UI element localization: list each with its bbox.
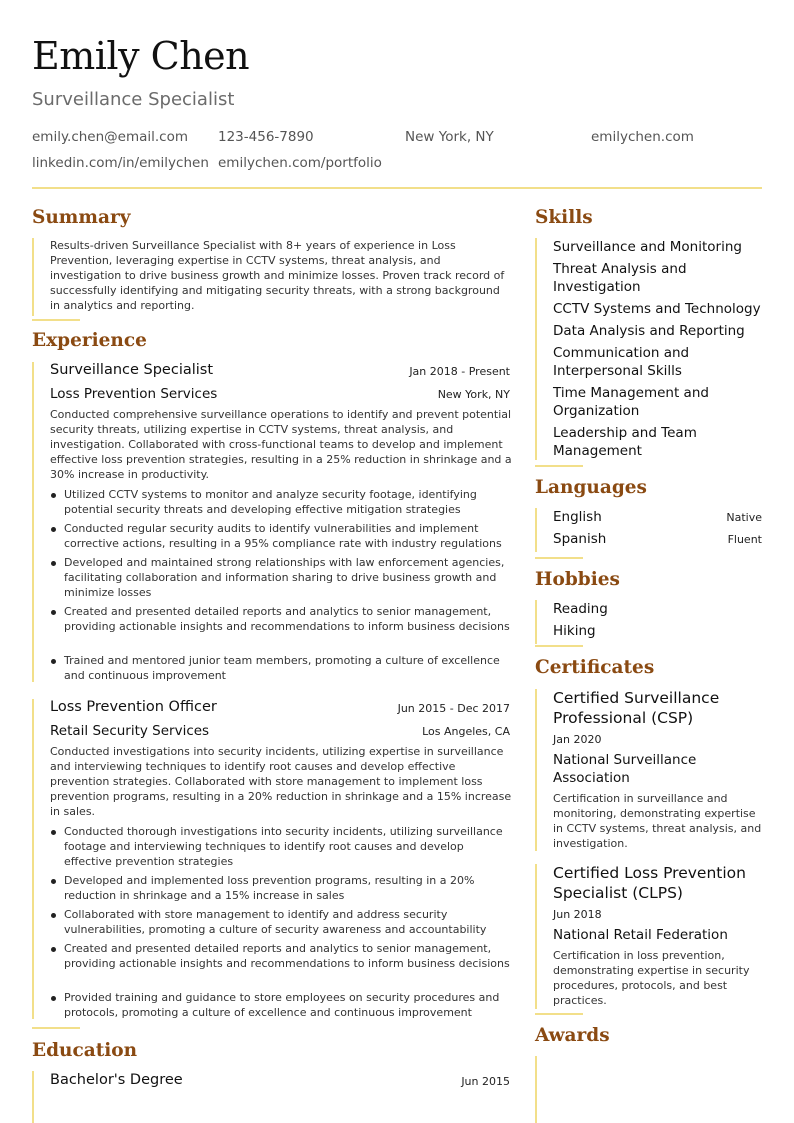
skill-item: Threat Analysis and Investigation bbox=[553, 261, 687, 295]
job-2-dates: Jun 2015 - Dec 2017 bbox=[397, 702, 510, 715]
certificate-1-issuer: National Surveillance Association bbox=[553, 752, 697, 786]
experience-divider bbox=[32, 1027, 80, 1029]
contact-linkedin[interactable]: linkedin.com/in/emilychen bbox=[32, 155, 209, 171]
certificate-1-date: Jan 2020 bbox=[553, 733, 602, 746]
job-1-description: Conducted comprehensive surveillance operations to identify and prevent potential security threats, utilizing expertise in CCTV systems, threat analysis, and investigation. Collaborated with cross-functional teams to develop and implement effective loss prevention strategies, resulting in a 25% reduction in shrinkage and a 30% increase in productivity. bbox=[50, 408, 512, 481]
contact-phone: 123-456-7890 bbox=[218, 129, 314, 145]
languages-heading: Languages bbox=[535, 477, 647, 498]
languages-divider bbox=[535, 557, 583, 559]
language-level: Fluent bbox=[727, 533, 762, 546]
skill-item: Data Analysis and Reporting bbox=[553, 323, 745, 339]
certificates-heading: Certificates bbox=[535, 657, 655, 678]
bullet-dot bbox=[51, 996, 56, 1001]
skills-bar bbox=[535, 238, 537, 460]
job-2-bar bbox=[32, 699, 34, 1019]
job-2-title: Loss Prevention Officer bbox=[50, 699, 217, 715]
bullet-dot bbox=[51, 947, 56, 952]
hobbies-bar bbox=[535, 600, 537, 644]
certificates-divider bbox=[535, 1013, 583, 1015]
contact-portfolio[interactable]: emilychen.com/portfolio bbox=[218, 155, 382, 171]
bullet-dot bbox=[51, 659, 56, 664]
resume-name: Emily Chen bbox=[32, 34, 250, 78]
bullet-dot bbox=[51, 561, 56, 566]
summary-heading: Summary bbox=[32, 207, 131, 228]
hobby-item: Hiking bbox=[553, 623, 596, 639]
job-1-bullet-4: Created and presented detailed reports and analytics to senior management, providing actionable insights and recommendations to inform business decisions bbox=[64, 605, 510, 633]
language-name: Spanish bbox=[553, 531, 607, 547]
job-1-dates: Jan 2018 - Present bbox=[409, 365, 510, 378]
hobbies-heading: Hobbies bbox=[535, 569, 620, 590]
job-2-bullet-1: Conducted thorough investigations into security incidents, utilizing surveillance footage and interviewing techniques to identify root causes and develop effective prevention strategies bbox=[64, 825, 503, 868]
resume-title: Surveillance Specialist bbox=[32, 89, 235, 110]
job-2-company: Retail Security Services bbox=[50, 723, 210, 739]
bullet-dot bbox=[51, 879, 56, 884]
job-1-bar bbox=[32, 362, 34, 682]
job-1-location: New York, NY bbox=[437, 388, 510, 401]
job-1-company: Loss Prevention Services bbox=[50, 386, 218, 402]
skill-item: CCTV Systems and Technology bbox=[553, 301, 761, 317]
languages-bar bbox=[535, 508, 537, 552]
language-name: English bbox=[553, 509, 602, 525]
job-2-bullet-3: Collaborated with store management to identify and address security vulnerabilities, promoting a culture of security awareness and accountability bbox=[64, 908, 487, 936]
job-1-bullet-3: Developed and maintained strong relationships with law enforcement agencies, facilitating collaboration and information sharing to drive business growth and minimize losses bbox=[64, 556, 505, 599]
job-1-bullet-5: Trained and mentored junior team members, promoting a culture of excellence and continuous improvement bbox=[64, 654, 500, 682]
summary-bar bbox=[32, 238, 34, 316]
bullet-dot bbox=[51, 913, 56, 918]
hobbies-divider bbox=[535, 645, 583, 647]
skills-divider bbox=[535, 465, 583, 467]
awards-bar bbox=[535, 1056, 537, 1123]
job-2-bullet-2: Developed and implemented loss prevention programs, resulting in a 20% reduction in shrinkage and a 15% increase in sales bbox=[64, 874, 475, 902]
contact-website[interactable]: emilychen.com bbox=[591, 129, 694, 145]
bullet-dot bbox=[51, 830, 56, 835]
contact-location: New York, NY bbox=[405, 129, 494, 145]
contact-email[interactable]: emily.chen@email.com bbox=[32, 129, 189, 145]
certificate-1-title: Certified Surveillance Professional (CSP) bbox=[553, 689, 720, 727]
job-2-bullet-4: Created and presented detailed reports and analytics to senior management, providing actionable insights and recommendations to inform business decisions bbox=[64, 942, 510, 970]
bullet-dot bbox=[51, 527, 56, 532]
skill-item: Leadership and Team Management bbox=[553, 425, 697, 459]
certificate-2-description: Certification in loss prevention, demonstrating expertise in security procedures, protocols, and best practices. bbox=[553, 949, 750, 1007]
job-2-location: Los Angeles, CA bbox=[422, 725, 510, 738]
certificate-1-description: Certification in surveillance and monitoring, demonstrating expertise in CCTV systems, threat analysis, and investigation. bbox=[553, 792, 762, 850]
job-1-title: Surveillance Specialist bbox=[50, 362, 214, 378]
summary-divider bbox=[32, 319, 80, 321]
job-1-bullet-1: Utilized CCTV systems to monitor and analyze security footage, identifying potential security threats and developing effective mitigation strategies bbox=[64, 488, 477, 516]
education-heading: Education bbox=[32, 1040, 138, 1061]
certificate-2-issuer: National Retail Federation bbox=[553, 927, 728, 943]
education-degree: Bachelor's Degree bbox=[50, 1072, 183, 1088]
language-level: Native bbox=[726, 511, 762, 524]
experience-heading: Experience bbox=[32, 330, 147, 351]
job-2-description: Conducted investigations into security incidents, utilizing expertise in surveillance and interviewing techniques to identify root causes and develop effective prevention strategies. Collaborated with store management to implement loss prevention programs, resulting in a 20% reduction in shrinkage and a 15% increase in sales. bbox=[50, 745, 512, 818]
skill-item: Time Management and Organization bbox=[553, 385, 709, 419]
certificate-2-title: Certified Loss Prevention Specialist (CLPS) bbox=[553, 864, 746, 902]
certificate-2-bar bbox=[535, 864, 537, 1009]
skill-item: Surveillance and Monitoring bbox=[553, 239, 742, 255]
bullet-dot bbox=[51, 610, 56, 615]
awards-heading: Awards bbox=[535, 1025, 610, 1046]
skills-heading: Skills bbox=[535, 207, 593, 228]
education-bar bbox=[32, 1071, 34, 1123]
bullet-dot bbox=[51, 493, 56, 498]
header-divider bbox=[32, 187, 762, 189]
summary-text: Results-driven Surveillance Specialist with 8+ years of experience in Loss Prevention, leveraging expertise in CCTV systems, threat analysis, and investigation to drive business growth and minimize losses. Proven track record of successfully identifying and mitigating security threats, with a strong background in analytics and reporting. bbox=[50, 239, 505, 312]
certificate-1-bar bbox=[535, 689, 537, 851]
education-date: Jun 2015 bbox=[461, 1075, 510, 1088]
job-2-bullet-5: Provided training and guidance to store employees on security procedures and protocols, promoting a culture of excellence and continuous improvement bbox=[64, 991, 500, 1019]
hobby-item: Reading bbox=[553, 601, 608, 617]
skill-item: Communication and Interpersonal Skills bbox=[553, 345, 690, 379]
job-1-bullet-2: Conducted regular security audits to identify vulnerabilities and implement corrective actions, resulting in a 95% compliance rate with industry regulations bbox=[64, 522, 502, 550]
certificate-2-date: Jun 2018 bbox=[553, 908, 602, 921]
